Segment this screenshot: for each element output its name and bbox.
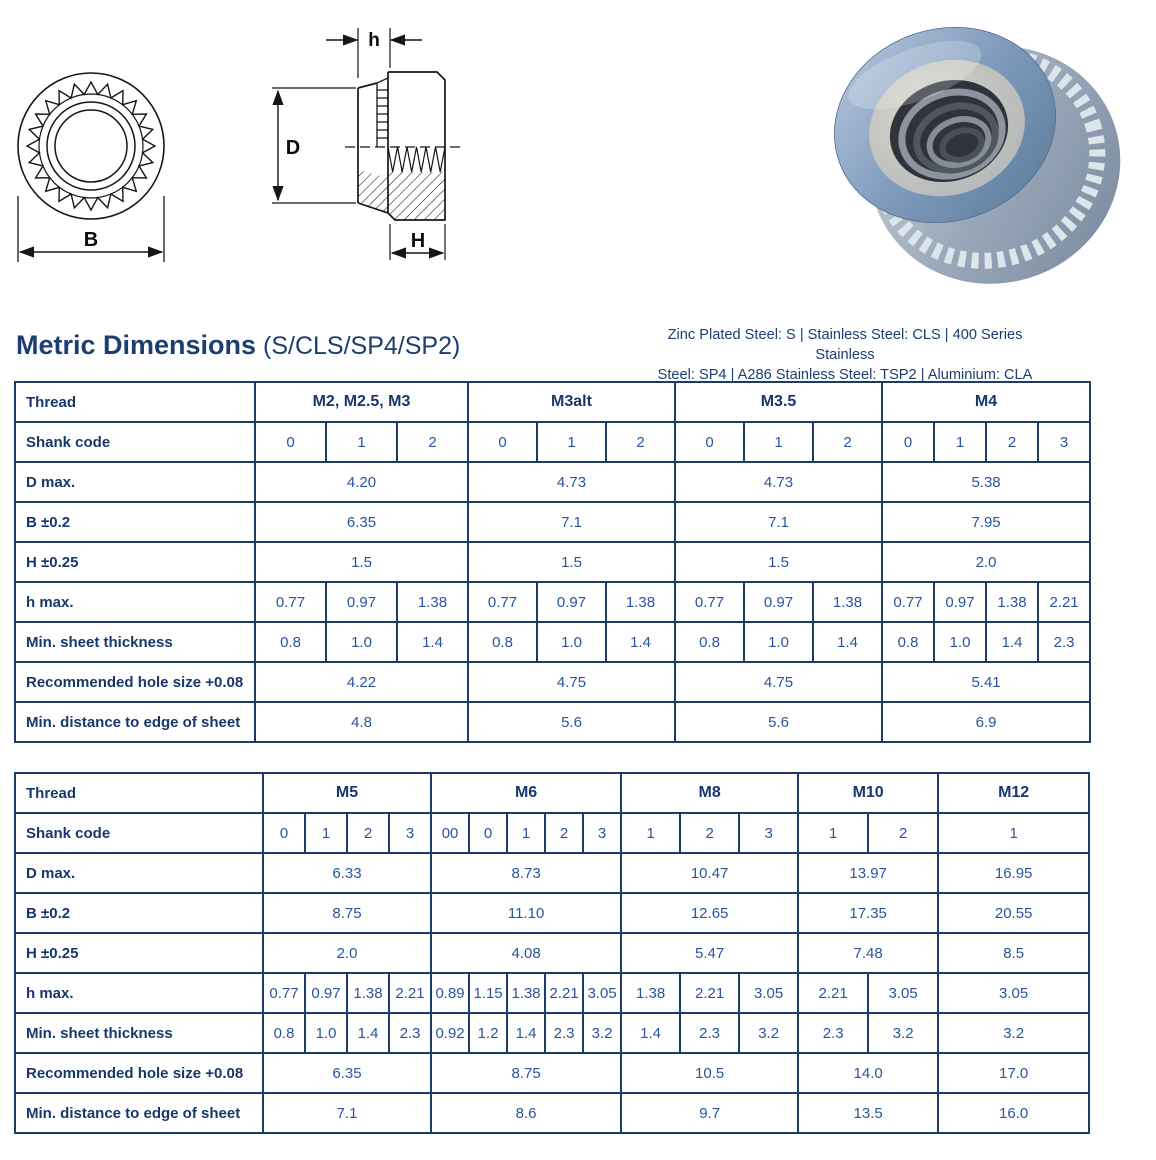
- table-cell: 1: [934, 422, 986, 462]
- table-cell: 3.05: [583, 973, 621, 1013]
- table-cell: 1: [537, 422, 606, 462]
- materials-line-2: Steel: SP4 | A286 Stainless Steel: TSP2 | Aluminium: CLA: [657, 367, 1033, 383]
- table-cell: 5.47: [621, 933, 798, 973]
- table-cell: 14.0: [798, 1053, 938, 1093]
- table-cell: 6.35: [255, 502, 468, 542]
- table-cell: 1.5: [675, 542, 882, 582]
- table-cell: 1.4: [813, 622, 882, 662]
- table-cell: 2: [397, 422, 468, 462]
- table-cell: 4.73: [675, 462, 882, 502]
- table-cell: 17.35: [798, 893, 938, 933]
- nut-photo-svg: [795, 5, 1135, 305]
- table-cell: 1.5: [468, 542, 675, 582]
- metric-dimensions-table-1: [14, 381, 1091, 743]
- table-row-shank-code: [15, 813, 1089, 853]
- table-cell: 2.3: [1038, 622, 1090, 662]
- table-cell: 0.97: [326, 582, 397, 622]
- table-cell: 0.92: [431, 1013, 469, 1053]
- table-cell: 1.0: [305, 1013, 347, 1053]
- table-cell: 2.3: [680, 1013, 739, 1053]
- row-label: Min. sheet thickness: [15, 622, 255, 662]
- table-cell: 1.38: [986, 582, 1038, 622]
- body-section-hatch: [388, 172, 445, 220]
- row-label: D max.: [15, 853, 263, 893]
- table-cell: 2: [606, 422, 675, 462]
- table-cell: 0: [882, 422, 934, 462]
- row-label: Shank code: [15, 422, 255, 462]
- thread-hole-circle: [55, 110, 127, 182]
- table-cell: 1.0: [934, 622, 986, 662]
- table-cell: 1: [621, 813, 680, 853]
- table-row-edge-distance: [15, 702, 1090, 742]
- table-cell: 8.75: [431, 1053, 621, 1093]
- table-cell: 1: [744, 422, 813, 462]
- side-view-svg: [255, 20, 467, 268]
- table-row-hole-size: [15, 662, 1090, 702]
- row-label: Recommended hole size +0.08: [15, 1053, 263, 1093]
- table-cell: 3: [583, 813, 621, 853]
- table-row-edge-distance: [15, 1093, 1089, 1133]
- row-label: D max.: [15, 462, 255, 502]
- table-cell: 1.5: [255, 542, 468, 582]
- thread-header-cell: M5: [263, 773, 431, 813]
- row-label: h max.: [15, 973, 263, 1013]
- page-title-suffix: (S/CLS/SP4/SP2): [256, 332, 461, 360]
- thread-header-cell: M3.5: [675, 382, 882, 422]
- table-cell: 1.4: [621, 1013, 680, 1053]
- table-cell: 3.05: [938, 973, 1089, 1013]
- table-cell: 2.3: [798, 1013, 868, 1053]
- table-cell: 3: [739, 813, 798, 853]
- table-row-h-max: [15, 973, 1089, 1013]
- front-view-svg: [8, 60, 178, 275]
- thread-header-cell: M10: [798, 773, 938, 813]
- table-cell: 3.2: [868, 1013, 938, 1053]
- table-cell: 8.5: [938, 933, 1089, 973]
- table-cell: 2.3: [389, 1013, 431, 1053]
- table-cell: 7.1: [263, 1093, 431, 1133]
- table-cell: 1.38: [507, 973, 545, 1013]
- table-cell: 1: [938, 813, 1089, 853]
- table-cell: 0.8: [882, 622, 934, 662]
- table-cell: 0.77: [263, 973, 305, 1013]
- table-cell: 2.21: [389, 973, 431, 1013]
- table-row-h-max: [15, 582, 1090, 622]
- row-label: Shank code: [15, 813, 263, 853]
- table-cell: 13.5: [798, 1093, 938, 1133]
- table-cell: 6.35: [263, 1053, 431, 1093]
- table-cell: 0: [263, 813, 305, 853]
- table-cell: 4.08: [431, 933, 621, 973]
- table-cell: 1.38: [606, 582, 675, 622]
- flange-section-hatch: [358, 170, 388, 213]
- table-cell: 1.4: [507, 1013, 545, 1053]
- table-row-min-sheet: [15, 1013, 1089, 1053]
- table-cell: 0.97: [934, 582, 986, 622]
- materials-note: [640, 325, 1050, 385]
- table-row-d-max: [15, 462, 1090, 502]
- table-cell: 2.21: [798, 973, 868, 1013]
- page-title: [16, 330, 460, 361]
- table-cell: 2: [545, 813, 583, 853]
- table-cell: 1.38: [347, 973, 389, 1013]
- table-cell: 0: [675, 422, 744, 462]
- page-title-bold: Metric Dimensions: [16, 330, 257, 360]
- table-cell: 1.0: [326, 622, 397, 662]
- thread-header-cell: M4: [882, 382, 1090, 422]
- table-cell: 1.38: [813, 582, 882, 622]
- table-cell: 1: [798, 813, 868, 853]
- table-row-min-sheet: [15, 622, 1090, 662]
- thread-header-cell: M6: [431, 773, 621, 813]
- table-cell: 00: [431, 813, 469, 853]
- dim-label-hh: H: [410, 230, 426, 252]
- table-cell: 1: [305, 813, 347, 853]
- table-cell: 2.21: [680, 973, 739, 1013]
- table-cell: 0.8: [468, 622, 537, 662]
- side-section-drawing: [255, 20, 467, 268]
- thread-header-cell: M8: [621, 773, 798, 813]
- table-cell: 0: [469, 813, 507, 853]
- knurl-lines: [377, 78, 388, 147]
- clinch-nut-photo: [795, 5, 1135, 305]
- table-cell: 10.47: [621, 853, 798, 893]
- table-cell: 2.0: [263, 933, 431, 973]
- table-cell: 2: [347, 813, 389, 853]
- table-row-b: [15, 502, 1090, 542]
- table-cell: 2.0: [882, 542, 1090, 582]
- table-cell: 2: [868, 813, 938, 853]
- row-label: Min. distance to edge of sheet: [15, 702, 255, 742]
- table-cell: 2: [813, 422, 882, 462]
- row-label: H ±0.25: [15, 933, 263, 973]
- table-cell: 4.8: [255, 702, 468, 742]
- table-cell: 2.21: [1038, 582, 1090, 622]
- table-cell: 4.73: [468, 462, 675, 502]
- table-cell: 2: [680, 813, 739, 853]
- table-cell: 11.10: [431, 893, 621, 933]
- table-cell: 12.65: [621, 893, 798, 933]
- table-cell: 16.0: [938, 1093, 1089, 1133]
- table-cell: 4.22: [255, 662, 468, 702]
- table-cell: 1.0: [744, 622, 813, 662]
- table-row-d-max: [15, 853, 1089, 893]
- table-cell: 2.3: [545, 1013, 583, 1053]
- table-cell: 6.33: [263, 853, 431, 893]
- table-cell: 4.75: [675, 662, 882, 702]
- table-cell: 0.8: [255, 622, 326, 662]
- thread-header-cell: M3alt: [468, 382, 675, 422]
- row-label: Min. distance to edge of sheet: [15, 1093, 263, 1133]
- table-cell: 3: [389, 813, 431, 853]
- table-cell: 0.77: [468, 582, 537, 622]
- row-label: H ±0.25: [15, 542, 255, 582]
- table-cell: 3.05: [868, 973, 938, 1013]
- table-cell: 1.0: [537, 622, 606, 662]
- table-cell: 0.77: [255, 582, 326, 622]
- dim-label-b: B: [83, 229, 99, 251]
- table-cell: 8.6: [431, 1093, 621, 1133]
- thread-header-cell: M12: [938, 773, 1089, 813]
- table-cell: 7.1: [468, 502, 675, 542]
- dim-label-d: D: [285, 137, 301, 159]
- row-label: B ±0.2: [15, 893, 263, 933]
- materials-line-1: Zinc Plated Steel: S | Stainless Steel: CLS | 400 Series Stainless: [667, 327, 1023, 363]
- table-cell: 0.8: [263, 1013, 305, 1053]
- table-cell: 3.2: [739, 1013, 798, 1053]
- table-cell: 3.2: [938, 1013, 1089, 1053]
- thread-profile: [388, 147, 445, 172]
- table-cell: 8.75: [263, 893, 431, 933]
- table-cell: 1.38: [397, 582, 468, 622]
- table-cell: 5.41: [882, 662, 1090, 702]
- nut-3d-render: [809, 5, 1135, 305]
- table-cell: 0: [255, 422, 326, 462]
- table-cell: 7.1: [675, 502, 882, 542]
- table-cell: 1.2: [469, 1013, 507, 1053]
- table-cell: 0.97: [305, 973, 347, 1013]
- table-cell: 16.95: [938, 853, 1089, 893]
- table-cell: 0.8: [675, 622, 744, 662]
- row-label: Thread: [15, 382, 255, 422]
- row-label: Recommended hole size +0.08: [15, 662, 255, 702]
- row-label: B ±0.2: [15, 502, 255, 542]
- table-cell: 0.77: [675, 582, 744, 622]
- table-row-thread: [15, 382, 1090, 422]
- table-cell: 13.97: [798, 853, 938, 893]
- table-cell: 0.89: [431, 973, 469, 1013]
- table-cell: 17.0: [938, 1053, 1089, 1093]
- table-cell: 1.4: [606, 622, 675, 662]
- table-cell: 5.6: [468, 702, 675, 742]
- table-cell: 8.73: [431, 853, 621, 893]
- front-view-drawing: [8, 60, 178, 275]
- table-cell: 1: [507, 813, 545, 853]
- table-row-shank-code: [15, 422, 1090, 462]
- table-cell: 3: [1038, 422, 1090, 462]
- table-cell: 7.95: [882, 502, 1090, 542]
- table-row-hole-size: [15, 1053, 1089, 1093]
- table-cell: 4.20: [255, 462, 468, 502]
- table-cell: 0: [468, 422, 537, 462]
- nut-outer-circle: [18, 73, 164, 219]
- table-cell: 0.97: [744, 582, 813, 622]
- table-cell: 1.38: [621, 973, 680, 1013]
- table-row-thread: [15, 773, 1089, 813]
- table-cell: 1.4: [986, 622, 1038, 662]
- table-row-b: [15, 893, 1089, 933]
- table-cell: 5.38: [882, 462, 1090, 502]
- counterbore-circle: [47, 102, 135, 190]
- table-cell: 10.5: [621, 1053, 798, 1093]
- table-cell: 3.2: [583, 1013, 621, 1053]
- row-label: Thread: [15, 773, 263, 813]
- metric-dimensions-table-2: [14, 772, 1090, 1134]
- table-cell: 6.9: [882, 702, 1090, 742]
- row-label: h max.: [15, 582, 255, 622]
- table-cell: 2.21: [545, 973, 583, 1013]
- table-row-h-cap: [15, 933, 1089, 973]
- table-cell: 3.05: [739, 973, 798, 1013]
- table-cell: 0.97: [537, 582, 606, 622]
- table-cell: 2: [986, 422, 1038, 462]
- table-cell: 20.55: [938, 893, 1089, 933]
- table-cell: 7.48: [798, 933, 938, 973]
- table-cell: 4.75: [468, 662, 675, 702]
- table-row-h-cap: [15, 542, 1090, 582]
- table-cell: 1.4: [397, 622, 468, 662]
- table-cell: 1.4: [347, 1013, 389, 1053]
- thread-header-cell: M2, M2.5, M3: [255, 382, 468, 422]
- table-cell: 5.6: [675, 702, 882, 742]
- table-cell: 1.15: [469, 973, 507, 1013]
- table-cell: 0.77: [882, 582, 934, 622]
- dim-label-h: h: [368, 30, 380, 51]
- row-label: Min. sheet thickness: [15, 1013, 263, 1053]
- serration-ring: [27, 82, 155, 210]
- table-cell: 1: [326, 422, 397, 462]
- table-cell: 9.7: [621, 1093, 798, 1133]
